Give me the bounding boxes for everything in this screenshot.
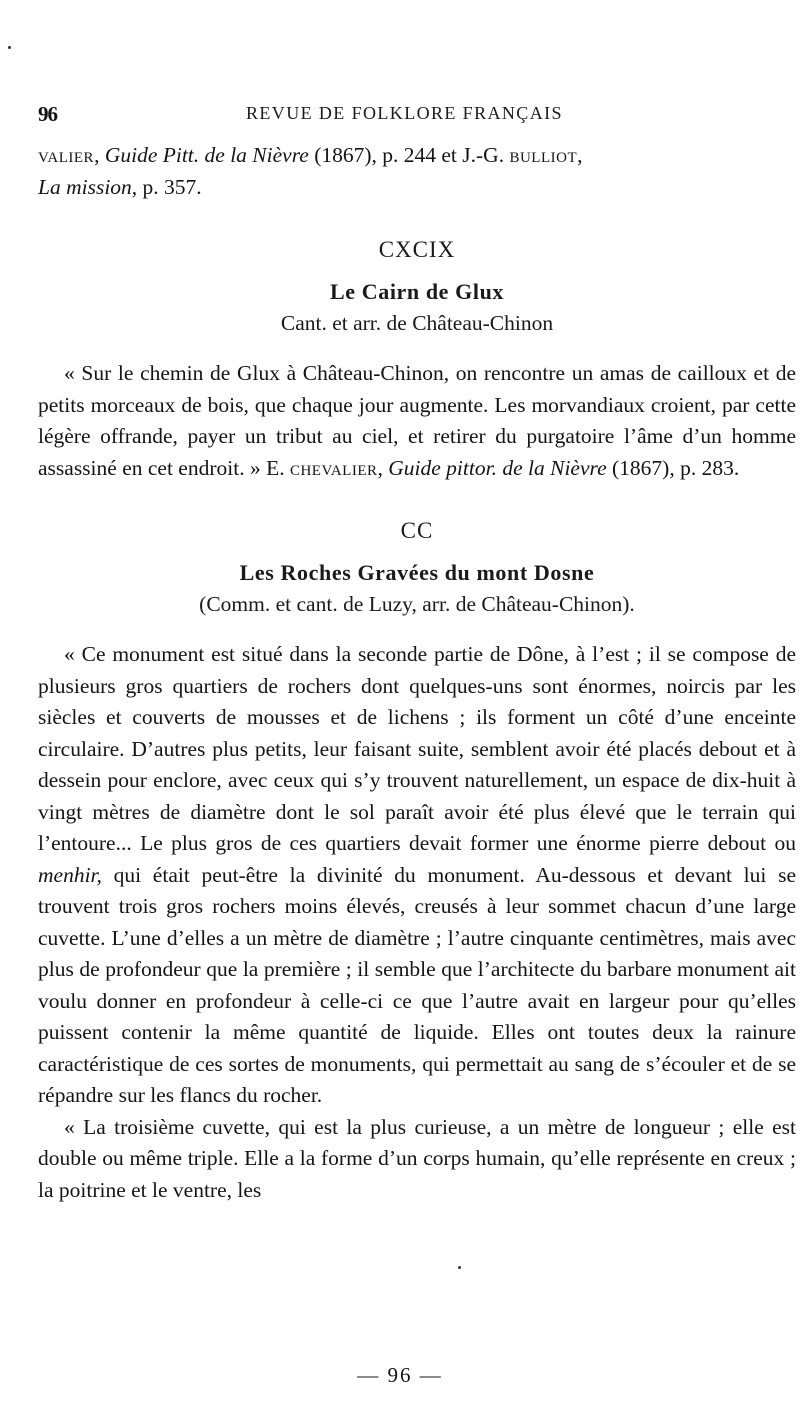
- author-name-bulliot: bulliot: [509, 143, 578, 167]
- section-number-cxcix: CXCIX: [378, 237, 456, 262]
- section-body-roches-paragraph-1: [38, 639, 796, 1112]
- citation-paragraph: [38, 140, 796, 203]
- author-name-chevalier: chevalier: [289, 455, 378, 480]
- work-title-guide-pitt: Guide Pitt. de la Nièvre: [104, 143, 309, 167]
- section-subtitle-cairn-de-glux: Cant. et arr. de Château-Chinon: [280, 311, 554, 335]
- term-menhir: menhir,: [38, 862, 102, 887]
- author-name-valier: valier: [38, 143, 95, 167]
- roches-text-part-a: « Ce monument est situé dans la seconde partie de Dône, à l’est ; il se compose de plusieurs gros quartiers de rochers dont quelques-uns sont énormes, noircis par les siècles et couverts de mousses et de lichens ; ils forment un côté d’une enceinte circulaire. D’autres plus petits, leur faisant suite, semblent avoir été placés debout et à dessein pour enclore, avec ceux qui s’y trouvent naturellement, un espace de dix-huit à vingt mètres de diamètre dont le sol paraît avoir été plus élevé que le terrain qui l’entoure... Le plus gros de ces quartiers devait former une énorme pierre debout ou: [38, 642, 796, 855]
- page-header: [38, 100, 796, 134]
- section-body-roches-paragraph-2: « La troisième cuvette, qui est la plus curieuse, a un mètre de longueur ; elle est double ou même triple. Elle a la forme d’un corps humain, qu’elle représente en creux ; la poitrine et le ventre, les: [38, 1114, 796, 1202]
- body-text-part-1: « Sur le chemin de Glux à Château-Chinon, on rencontre un amas de cailloux et de petits morceaux de bois, que chaque jour augmente. Les morvandiaux croient, par cette légère offrande, payer un tribut au ciel, et retirer du purgatoire l’âme d’un homme assassiné en cet endroit. » E.: [38, 361, 796, 480]
- folio-number-top: 96: [38, 102, 57, 126]
- speck-mark-2: [458, 1266, 461, 1269]
- section-title-cairn-de-glux: Le Cairn de Glux: [330, 279, 504, 304]
- section-body-cairn-de-glux: [38, 358, 796, 484]
- citation-mid: (1867), p. 244 et J.-G.: [308, 143, 510, 167]
- page-number-footer: — 96 —: [357, 1363, 443, 1387]
- work-title-la-mission: La mission: [38, 174, 132, 199]
- section-title-roches-gravees: Les Roches Gravées du mont Dosne: [239, 560, 595, 585]
- roches-text-part-b: qui était peut-être la divinité du monument. Au-dessous et devant lui se trouvent trois gros rochers moins élevés, creusés à leur sommet chacun d’une large cuvette. L’une d’elles a un mètre de diamètre ; l’autre cinquante centimètres, mais avec plus de profondeur que la première ; il semble que l’architecte du barbare monument ait voulu donner en profondeur à celle-ci ce que l’autre avait en largeur pour qu’elles puissent contenir la même quantité de liquide. Elles ont toutes deux la rainure caractéristique de ces sortes de monuments, qui permettait au sang de s’écouler et de se répandre sur les flancs du rocher.: [38, 862, 796, 1107]
- page-content: [38, 100, 796, 1206]
- citation-page-ref: , p. 357.: [131, 174, 202, 199]
- work-title-guide-pittor: Guide pittor. de la Nièvre: [388, 455, 607, 480]
- section-number-cc: CC: [400, 518, 434, 543]
- section-subtitle-roches-gravees: (Comm. et cant. de Luzy, arr. de Château-Chinon).: [199, 592, 635, 616]
- running-head: REVUE DE FOLKLORE FRANÇAIS: [246, 103, 563, 123]
- body-text-part-3: (1867), p. 283.: [606, 455, 740, 480]
- citation-sep-1: ,: [94, 143, 105, 167]
- citation-tail: ,: [577, 143, 583, 167]
- speck-mark: [8, 46, 11, 49]
- body-text-sep: ,: [377, 455, 389, 480]
